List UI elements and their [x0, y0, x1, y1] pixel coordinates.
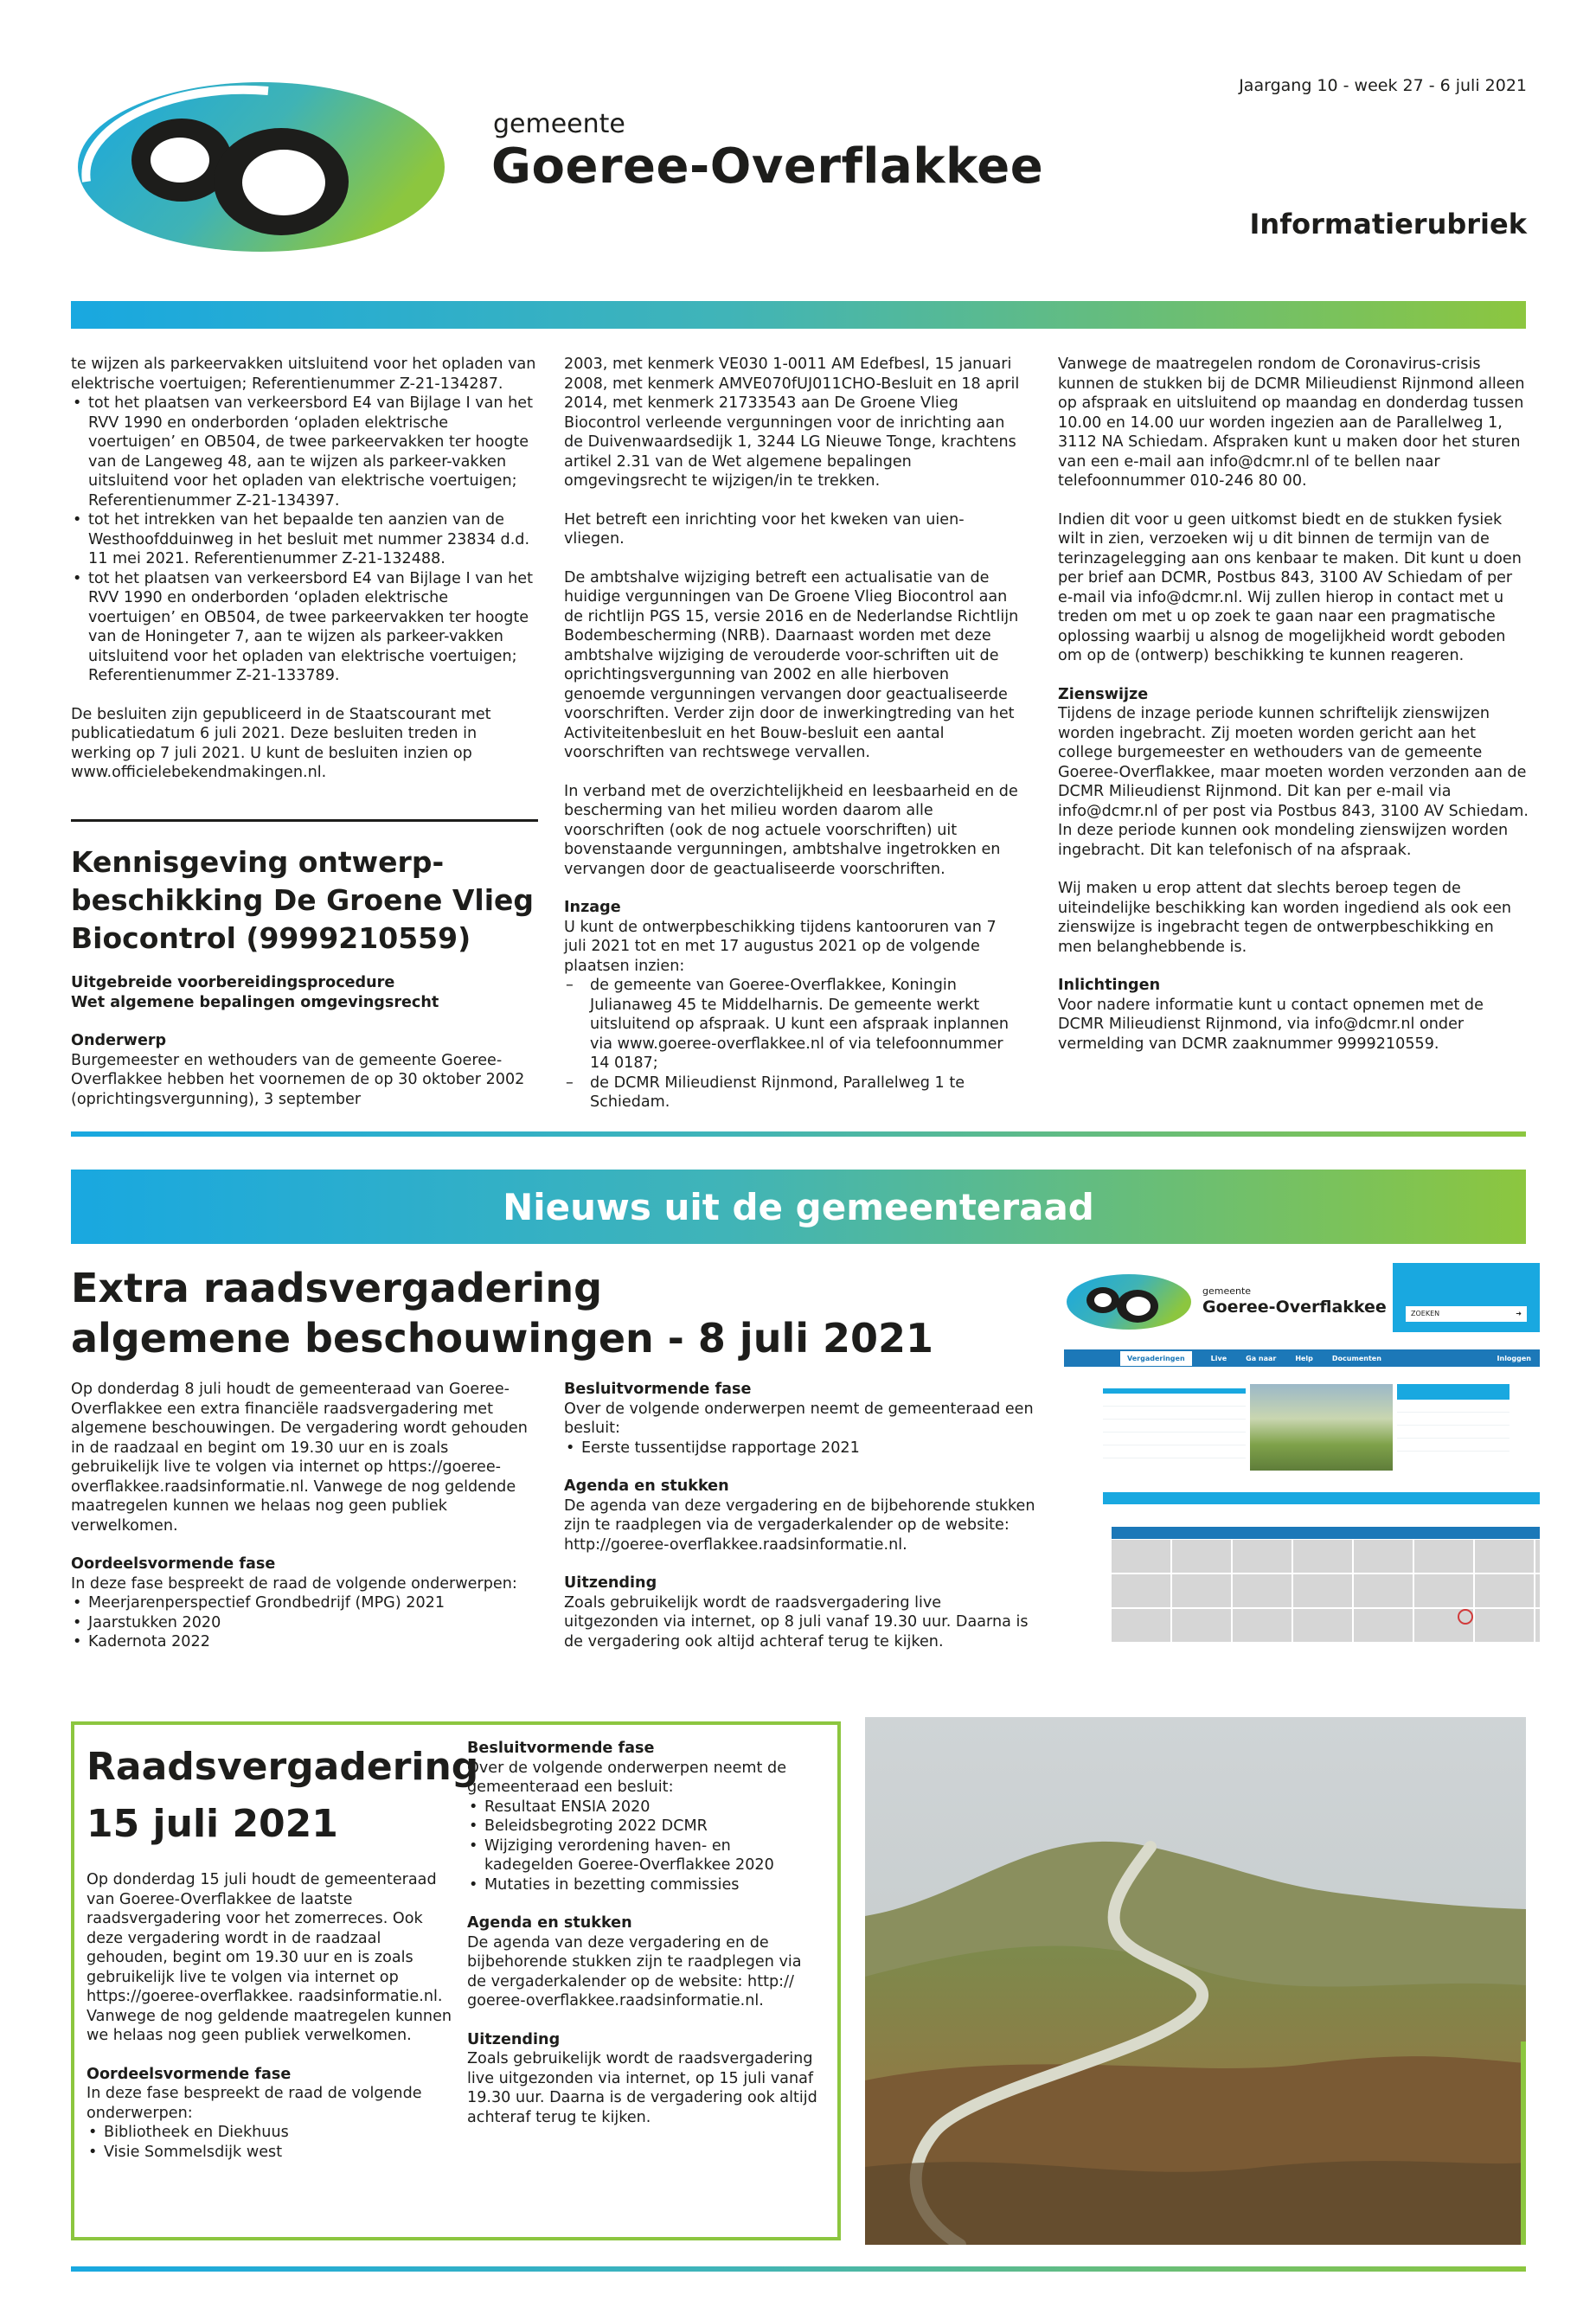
dune-landscape-photo: [865, 1717, 1526, 2245]
col2-paragraph: In verband met de overzichtelijkheid en leesbaarheid en de bescherming van het milieu worden daarom alle voorschriften (ook de nog actuele voorschriften) uit bovenstaande vergunningen, ambtshalve ingetrokken en vervangen door de geactualiseerde voorschriften.: [564, 782, 1018, 878]
raads-oordeel-list: [87, 2123, 454, 2162]
extra-oordeel-list: [71, 1593, 538, 1652]
col3-paragraph: Wij maken u erop attent dat slechts beroep tegen de uiteindelijke beschikking kan worden ingediend als ook een zienswijze is ingebracht tegen de ontwerpbeschikking en men belanghebbende is.: [1058, 880, 1512, 956]
extra-title-line-1: Extra raadsvergadering: [71, 1265, 602, 1311]
mini-nav-item[interactable]: Documenten: [1331, 1354, 1381, 1362]
section-divider: [71, 1131, 1526, 1137]
extra-title: [71, 1263, 1040, 1363]
edition-line: Jaargang 10 - week 27 - 6 juli 2021: [1239, 76, 1527, 95]
col3-paragraph: Vanwege de maatregelen rondom de Coronavirus-crisis kunnen de stukken bij de DCMR Milieudienst Rijnmond alleen op afspraak en uitsluitend op maandag en donderdag tussen 10.00 en 14.00 uur worden ingezien aan de Parallelweg 1, 3112 NA Schiedam. Afspraken kunt u maken door het sturen van een e-mail aan info@dcmr.nl of te bellen naar telefoonnummer 010-246 80 00.: [1058, 356, 1525, 490]
brand-small: gemeente: [493, 109, 625, 139]
raads-column-1: [87, 1739, 479, 2162]
mini-brand-small: gemeente: [1202, 1285, 1252, 1297]
mini-nav-item[interactable]: Live: [1210, 1354, 1227, 1362]
procedure-line-1: Uitgebreide voorbereidingsprocedure: [71, 974, 395, 991]
procedure-line-2: Wet algemene bepalingen omgevingsrecht: [71, 993, 439, 1011]
inlichtingen-heading: Inlichtingen: [1058, 977, 1161, 994]
inzage-heading: Inzage: [564, 899, 621, 916]
list-item: • tot het plaatsen van verkeersbord E4 van Bijlage I van het RVV 1990 en onderborden ‘opladen elektrische voertuigen’ en OB504, de twee parkeervakken ter hoogte van de Honingeter 7, aan te wijzen als parkeer-vakken uitsluitend voor het opladen van elektrische voertuigen; Referentienummer Z-21-133789.: [71, 569, 538, 686]
top-divider: [71, 301, 1526, 329]
extra-oordeel-heading: Oordeelsvormende fase: [71, 1555, 276, 1573]
raads-agenda-heading: Agenda en stukken: [467, 1914, 632, 1932]
list-item: – de gemeente van Goeree-Overflakkee, Koningin Julianaweg 45 te Middelharnis. De gemeente werkt uitsluitend op afspraak. U kunt een afspraak inplannen via www.goeree-overflakkee.nl of via telefoonnummer 14 0187;: [564, 976, 1022, 1074]
col2-paragraph: De ambtshalve wijziging betreft een actualisatie van de huidige vergunningen van De Groene Vlieg Biocontrol aan de richtlijn PGS 15, versie 2016 en de Nederlandse Richtlijn Bodembescherming (NRB). Daarnaast worden met deze ambtshalve wijziging de verouderde voor-schriften uit de oprichtingsvergunning van 2002 en alle hierboven genoemde vergunningen vervangen door geactualiseerde voorschriften. Verder zijn door de inwerkingtreding van het Activiteitenbesluit en het Bouw-besluit een aantal voorschriften van rechtswege vervallen.: [564, 568, 1019, 761]
onderwerp-text: Burgemeester en wethouders van de gemeente Goeree-Overflakkee hebben het voornemen de op 30 oktober 2002 (oprichtingsvergunning), 3 september: [71, 1051, 525, 1108]
list-item: • Eerste tussentijdse rapportage 2021: [564, 1439, 1040, 1458]
mini-calendar-row-lines: [1112, 1540, 1540, 1644]
inzage-list: [564, 976, 1022, 1112]
raads-uitzending-text: Zoals gebruikelijk wordt de raadsvergadering live uitgezonden via internet, op 15 juli vanaf 19.30 uur. Daarna is de vergadering ook altijd achteraf terug te kijken.: [467, 2050, 817, 2126]
raads-title-line-2: 15 juli 2021: [87, 1802, 338, 1846]
list-item: • Visie Sommelsdijk west: [87, 2143, 454, 2163]
raads-title-line-1: Raadsvergadering: [87, 1745, 479, 1789]
arrow-right-icon: ➜: [1516, 1310, 1522, 1317]
raads-oordeel-heading: Oordeelsvormende fase: [87, 2065, 292, 2083]
news-band-title: Nieuws uit de gemeenteraad: [503, 1185, 1094, 1228]
municipality-logo: [69, 74, 450, 260]
extra-besluit-heading: Besluitvormende fase: [564, 1381, 752, 1398]
mini-search-label: ZOEKEN: [1411, 1310, 1440, 1317]
list-item: • tot het plaatsen van verkeersbord E4 van Bijlage I van het RVV 1990 en onderborden ‘opladen elektrische voertuigen’ en OB504, de twee parkeervakken ter hoogte van de Langeweg 48, aan te wijzen als parkeer-vakken uitsluitend voor het opladen van elektrische voertuigen; Referentienummer Z-21-134397.: [71, 394, 538, 510]
extra-besluit-text: Over de volgende onderwerpen neemt de gemeenteraad een besluit:: [564, 1400, 1034, 1437]
column-2: [564, 355, 1022, 1112]
inlichtingen-text: Voor nadere informatie kunt u contact opnemen met de DCMR Milieudienst Rijnmond, via info@dcmr.nl onder vermelding van DCMR zaaknummer 9999210559.: [1058, 996, 1484, 1053]
extra-agenda-heading: Agenda en stukken: [564, 1477, 729, 1495]
extra-oordeel-text: In deze fase bespreekt de raad de volgende onderwerpen:: [71, 1574, 517, 1593]
section-title: Informatierubriek: [1249, 208, 1527, 240]
mini-links-panel: [1397, 1384, 1509, 1462]
list-item: • Wijziging verordening haven- en kadegelden Goeree-Overflakkee 2020: [467, 1836, 822, 1875]
raads-besluit-list: [467, 1798, 822, 1895]
mini-nav-item[interactable]: Help: [1295, 1354, 1313, 1362]
raads-uitzending-heading: Uitzending: [467, 2030, 561, 2048]
col1-closing: De besluiten zijn gepubliceerd in de Staatscourant met publicatiedatum 6 juli 2021. Deze besluiten treden in werking op 7 juli 2021. U kunt de besluiten inzien op www.officielebekendmakingen.nl.: [71, 705, 491, 781]
list-item: • tot het intrekken van het bepaalde ten aanzien van de Westhoofdduinweg in het besluit met nummer 23834 d.d. 11 mei 2021. Referentienummer Z-21-132488.: [71, 510, 538, 569]
zienswijze-heading: Zienswijze: [1058, 685, 1149, 703]
column-1: [71, 355, 538, 802]
raads-besluit-heading: Besluitvormende fase: [467, 1740, 655, 1757]
raads-column-2: [467, 1739, 822, 2146]
col1-intro: te wijzen als parkeervakken uitsluitend voor het opladen van elektrische voertuigen; Referentienummer Z-21-134287.: [71, 356, 536, 393]
news-band: [71, 1170, 1526, 1244]
list-item: – de DCMR Milieudienst Rijnmond, Parallelweg 1 te Schiedam.: [564, 1074, 1022, 1112]
mini-photo: [1250, 1384, 1393, 1471]
mini-nav-item[interactable]: Inloggen: [1497, 1354, 1531, 1362]
mini-search-box[interactable]: [1406, 1306, 1527, 1322]
mini-list-panel: [1103, 1388, 1246, 1466]
mini-calendar-bar: [1103, 1492, 1540, 1504]
list-item: • Jaarstukken 2020: [71, 1613, 538, 1633]
list-item: • Meerjarenperspectief Grondbedrijf (MPG) 2021: [71, 1593, 538, 1613]
extra-intro: Op donderdag 8 juli houdt de gemeenteraad van Goeree-Overflakkee een extra financiële raadsvergadering met algemene beschouwingen. De vergadering wordt gehouden in de raadzaal en begint om 19.30 uur en is zoals gebruikelijk live te volgen via internet op https://goeree-overflakkee.raadsinformatie.nl. Vanwege de nog geldende maatregelen kunnen we helaas nog geen publiek verwelkomen.: [71, 1381, 528, 1535]
kennisgeving-title: Kennisgeving ontwerp-beschikking De Groene Vlieg Biocontrol (9999210559): [71, 845, 535, 955]
extra-uitzending-heading: Uitzending: [564, 1574, 657, 1592]
col1-bullets: [71, 394, 538, 686]
mini-logo: [1064, 1272, 1194, 1332]
mini-header-panel: [1393, 1263, 1540, 1332]
raads-agenda-text: De agenda van deze vergadering en de bijbehorende stukken zijn te raadplegen via de vergaderkalender op de website: http:// goeree-overflakkee.raadsinformatie.nl.: [467, 1933, 802, 2009]
list-item: • Resultaat ENSIA 2020: [467, 1798, 822, 1817]
col3-paragraph: Indien dit voor u geen uitkomst biedt en de stukken fysiek wilt in zien, verzoeken wij u dit binnen de termijn van de terinzagelegging aan ons kenbaar te maken. Dit kunt u doen per brief aan DCMR, Postbus 843, 3100 AV Schiedam of per e-mail via info@dcmr.nl. Wij zullen hierop in contact met u treden om met u op zoek te gaan naar een pragmatische oplossing waarbij u alsnog de mogelijkheid wordt geboden om op de (ontwerp) beschikking te kunnen reageren.: [1058, 510, 1522, 664]
zienswijze-text: Tijdens de inzage periode kunnen schriftelijk zienswijzen worden ingebracht. Zij moeten worden gericht aan het college burgemeester en wethouders van de gemeente Goeree-Overflakkee, maar moeten worden verzonden aan de DCMR Milieudienst Rijnmond. Dit kan per e-mail via info@dcmr.nl of per post via Postbus 843, 3100 AV Schiedam. In deze periode kunnen ook mondeling zienswijzen worden ingebracht. Dit kan telefonisch of na afspraak.: [1058, 705, 1529, 859]
kennisgeving-block: [71, 843, 538, 1128]
extra-column-1: [71, 1380, 538, 1652]
mini-calendar-highlight: [1458, 1609, 1473, 1625]
extra-besluit-list: [564, 1439, 1040, 1458]
raads-besluit-text: Over de volgende onderwerpen neemt de gemeenteraad een besluit:: [467, 1759, 787, 1796]
list-item: • Mutaties in bezetting commissies: [467, 1875, 822, 1895]
bottom-divider: [71, 2266, 1526, 2272]
brand-name: Goeree-Overflakkee: [491, 138, 1044, 195]
onderwerp-heading: Onderwerp: [71, 1032, 167, 1049]
mini-brand-big: Goeree-Overflakkee: [1202, 1298, 1387, 1317]
col2-paragraph: 2003, met kenmerk VE030 1-0011 AM Edefbesl, 15 januari 2008, met kenmerk AMVE070fUJ011CHO-Besluit en 18 april 2014, met kenmerk 21733543 aan De Groene Vlieg Biocontrol verleende vergunningen voor de inrichting aan de Duivenwaardsedijk 1, 3244 LG Nieuwe Tonge, krachtens artikel 2.31 van de Wet algemene bepalingen omgevingsrecht te wijzigen/in te trekken.: [564, 356, 1020, 490]
raads-intro-2: Vanwege de nog geldende maatregelen kunnen we helaas nog geen publiek verwelkomen.: [87, 2007, 452, 2044]
website-screenshot: [1064, 1263, 1540, 1670]
raads-intro: Op donderdag 15 juli houdt de gemeenteraad van Goeree-Overflakkee de laatste raadsvergadering voor het zomerreces. Ook deze vergadering wordt in de raadzaal gehouden, begint om 19.30 uur en is zoals gebruikelijk live te volgen via internet op https://goeree-overflakkee. raadsinformatie.nl.: [87, 1871, 443, 2005]
photo-accent-bar: [1521, 2041, 1526, 2245]
raads-oordeel-text: In deze fase bespreekt de raad de volgende onderwerpen:: [87, 2085, 422, 2122]
mini-calendar-head: [1112, 1527, 1540, 1539]
mini-nav-item[interactable]: Vergaderingen: [1120, 1351, 1192, 1366]
list-item: • Kadernota 2022: [71, 1632, 538, 1652]
column-divider: [71, 819, 538, 822]
col2-paragraph: Het betreft een inrichting voor het kweken van uien-vliegen.: [564, 510, 965, 548]
extra-title-line-2: algemene beschouwingen - 8 juli 2021: [71, 1315, 934, 1362]
mini-nav-item[interactable]: Ga naar: [1246, 1354, 1277, 1362]
column-3: [1058, 355, 1529, 1073]
inzage-text: U kunt de ontwerpbeschikking tijdens kantooruren van 7 juli 2021 tot en met 17 augustus 2021 op de volgende plaatsen inzien:: [564, 918, 997, 975]
extra-uitzending-text: Zoals gebruikelijk wordt de raadsvergadering live uitgezonden via internet, op 8 juli vanaf 19.30 uur. Daarna is de vergadering ook altijd achteraf terug te kijken.: [564, 1593, 1029, 1650]
list-item: • Beleidsbegroting 2022 DCMR: [467, 1817, 822, 1836]
list-item: • Bibliotheek en Diekhuus: [87, 2123, 454, 2143]
mini-nav-bar: [1064, 1349, 1540, 1367]
extra-agenda-text: De agenda van deze vergadering en de bijbehorende stukken zijn te raadplegen via de vergaderkalender op de website: http://goeree-overflakkee.raadsinformatie.nl.: [564, 1497, 1035, 1554]
extra-column-2: [564, 1380, 1040, 1670]
